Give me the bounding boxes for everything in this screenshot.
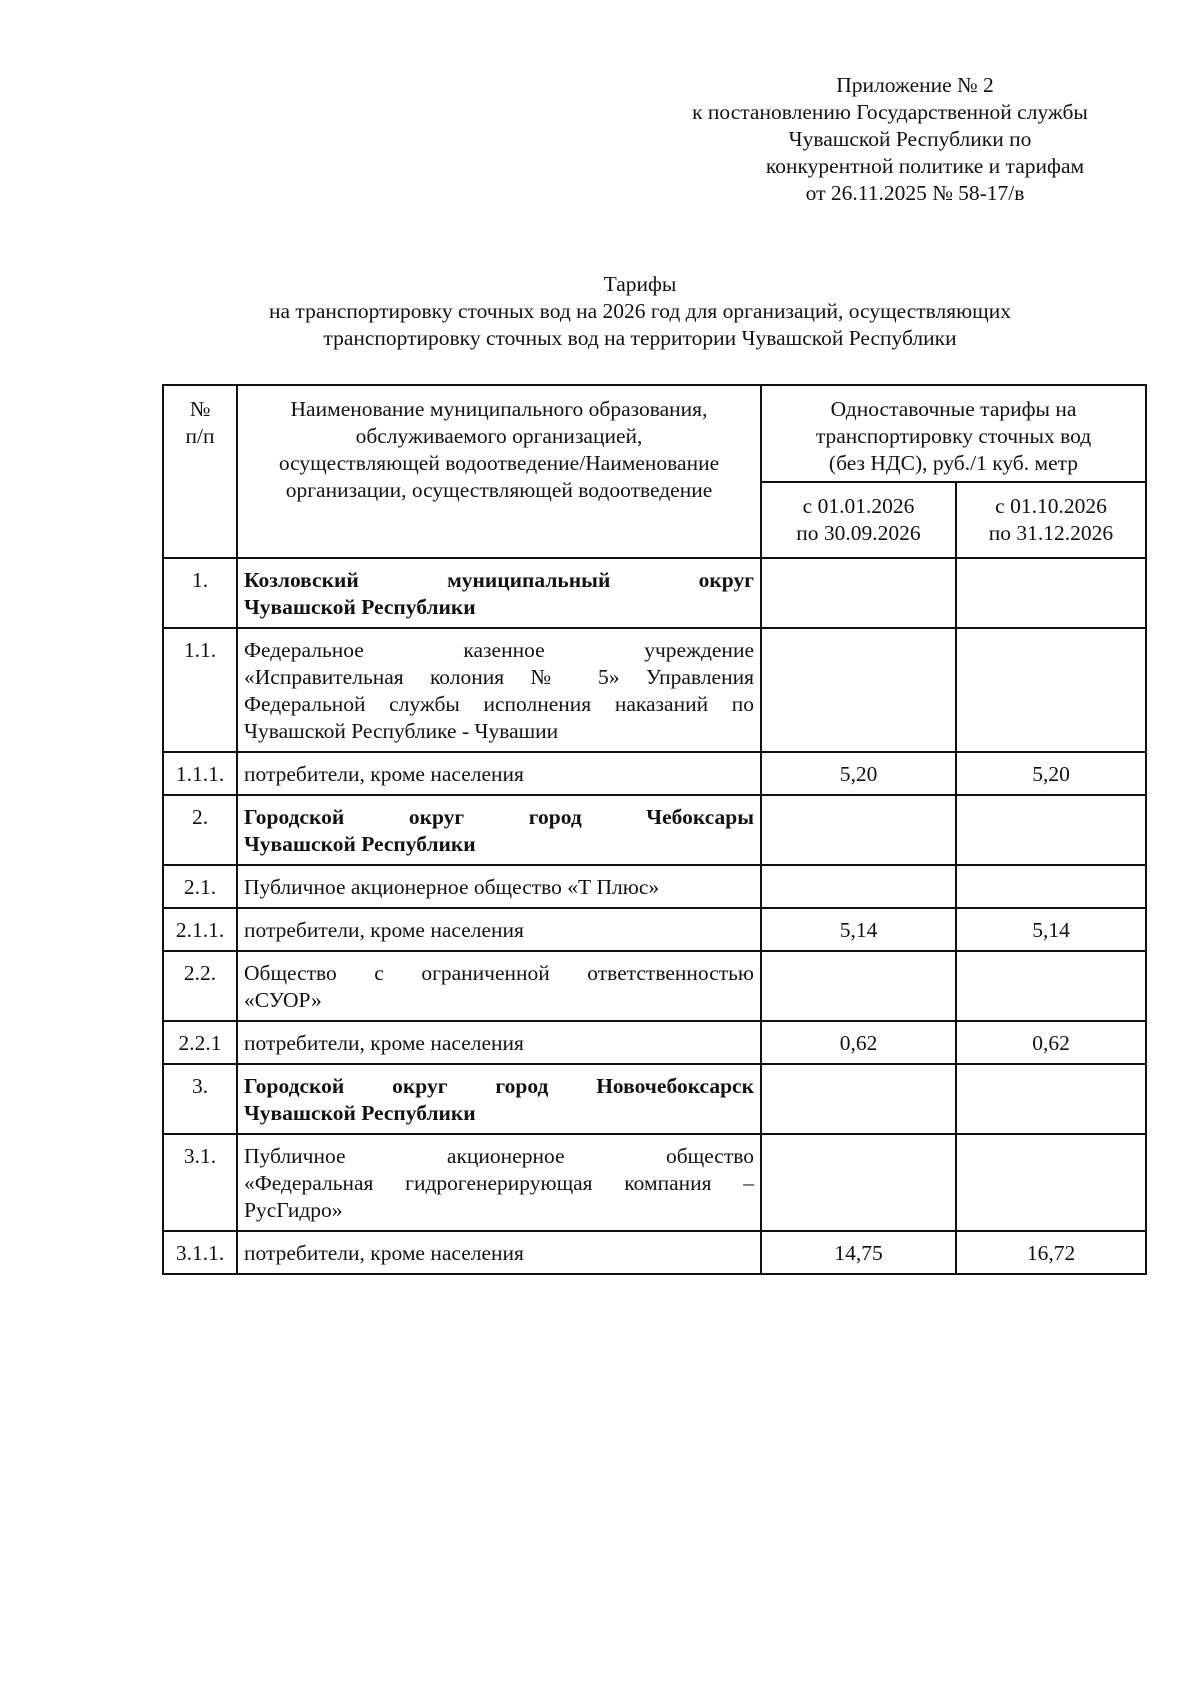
- row-name-line: Городской округ город Чебоксары: [244, 805, 754, 829]
- table-row: [163, 752, 1146, 795]
- appendix-line-1: Приложение № 2: [836, 73, 994, 97]
- header-number-line-2: п/п: [185, 424, 215, 448]
- row-tariff-period-2: 5,14: [956, 908, 1146, 951]
- row-number-cell: 2.2.1: [163, 1021, 237, 1064]
- row-tariff-period-1: 5,14: [761, 908, 956, 951]
- row-name-cell: [237, 1134, 761, 1231]
- table-row: [163, 1064, 1146, 1134]
- header-number-cell: [163, 385, 237, 558]
- title-line-1: Тарифы: [603, 272, 677, 296]
- header-name-line-2: обслуживаемого организацией,: [355, 424, 643, 448]
- row-tariff-period-1: [761, 951, 956, 1021]
- row-name-line: «Федеральная гидрогенерирующая компания –: [244, 1171, 754, 1195]
- header-tariff-group-cell: [761, 385, 1146, 482]
- row-tariff-period-1: [761, 558, 956, 628]
- header-name-line-3: осуществляющей водоотведение/Наименование: [278, 451, 720, 475]
- row-name-cell: [237, 1231, 761, 1274]
- table-row: [163, 908, 1146, 951]
- table-row: [163, 951, 1146, 1021]
- table-row: [163, 1231, 1146, 1274]
- row-name-line: Чувашской Республики: [244, 1101, 476, 1125]
- row-name-cell: [237, 865, 761, 908]
- row-name-cell: [237, 1064, 761, 1134]
- row-name-line: потребители, кроме населения: [244, 762, 524, 786]
- row-number-cell: 3.1.1.: [163, 1231, 237, 1274]
- title-line-3: транспортировку сточных вод на территории Чувашской Республики: [323, 326, 957, 350]
- period-1-line-1: с 01.01.2026: [802, 494, 915, 518]
- row-tariff-period-2: [956, 795, 1146, 865]
- row-number-cell: 2.: [163, 795, 237, 865]
- row-name-line: Публичное акционерное общество: [244, 1144, 754, 1168]
- row-name-line: Федеральной службы исполнения наказаний по: [244, 692, 754, 716]
- row-tariff-period-2: [956, 1064, 1146, 1134]
- row-number-cell: 2.2.: [163, 951, 237, 1021]
- row-name-line: Городской округ город Новочебоксарск: [244, 1074, 754, 1098]
- row-tariff-period-2: [956, 951, 1146, 1021]
- document-title: [150, 271, 1130, 352]
- header-group-line-2: транспортировку сточных вод: [815, 424, 1092, 448]
- row-number-cell: 1.: [163, 558, 237, 628]
- row-name-line: «Исправительная колония № 5» Управления: [244, 665, 754, 689]
- table-row: [163, 558, 1146, 628]
- table-row: [163, 1134, 1146, 1231]
- row-number-cell: 1.1.: [163, 628, 237, 752]
- row-name-line: Чувашской Республике - Чувашии: [244, 719, 559, 743]
- row-name-cell: [237, 558, 761, 628]
- table-row: [163, 628, 1146, 752]
- row-name-line: потребители, кроме населения: [244, 1241, 524, 1265]
- row-name-cell: [237, 795, 761, 865]
- row-tariff-period-1: [761, 865, 956, 908]
- row-tariff-period-1: 5,20: [761, 752, 956, 795]
- row-tariff-period-1: 0,62: [761, 1021, 956, 1064]
- row-name-line: Федеральное казенное учреждение: [244, 638, 754, 662]
- table-row: [163, 865, 1146, 908]
- header-name-line-1: Наименование муниципального образования,: [290, 397, 708, 421]
- row-name-line: Чувашской Республики: [244, 595, 476, 619]
- appendix-header: [580, 72, 1200, 207]
- row-name-cell: [237, 752, 761, 795]
- row-tariff-period-1: [761, 1064, 956, 1134]
- row-name-line: потребители, кроме населения: [244, 1031, 524, 1055]
- row-tariff-period-2: 16,72: [956, 1231, 1146, 1274]
- header-name-cell: [237, 385, 761, 558]
- header-period-2-cell: [956, 482, 1146, 558]
- row-tariff-period-1: [761, 1134, 956, 1231]
- header-name-line-4: организации, осуществляющей водоотведение: [285, 478, 713, 502]
- row-number-cell: 1.1.1.: [163, 752, 237, 795]
- period-2-line-1: с 01.10.2026: [995, 494, 1107, 518]
- row-tariff-period-2: [956, 628, 1146, 752]
- row-name-line: Чувашской Республики: [244, 832, 476, 856]
- header-number-line-1: №: [189, 397, 211, 421]
- row-number-cell: 2.1.1.: [163, 908, 237, 951]
- row-name-cell: [237, 628, 761, 752]
- row-tariff-period-2: 0,62: [956, 1021, 1146, 1064]
- table-row: [163, 1021, 1146, 1064]
- row-tariff-period-1: [761, 628, 956, 752]
- row-name-line: Общество с ограниченной ответственностью: [244, 961, 754, 985]
- row-name-line: Публичное акционерное общество «Т Плюс»: [244, 875, 660, 899]
- row-name-line: потребители, кроме населения: [244, 918, 524, 942]
- row-name-line: Козловский муниципальный округ: [244, 568, 754, 592]
- row-tariff-period-2: 5,20: [956, 752, 1146, 795]
- row-name-cell: [237, 908, 761, 951]
- appendix-line-3: Чувашской Республики по: [788, 127, 1032, 151]
- row-tariff-period-2: [956, 1134, 1146, 1231]
- row-number-cell: 2.1.: [163, 865, 237, 908]
- row-name-line: РусГидро»: [244, 1198, 343, 1222]
- row-tariff-period-2: [956, 865, 1146, 908]
- title-line-2: на транспортировку сточных вод на 2026 год для организаций, осуществляющих: [268, 299, 1011, 323]
- row-tariff-period-1: 14,75: [761, 1231, 956, 1274]
- table-header-row: [163, 385, 1146, 482]
- row-name-cell: [237, 951, 761, 1021]
- header-group-line-3: (без НДС), руб./1 куб. метр: [828, 451, 1079, 475]
- header-group-line-1: Одноставочные тарифы на: [830, 397, 1077, 421]
- period-2-line-2: по 31.12.2026: [988, 521, 1114, 545]
- appendix-line-5: от 26.11.2025 № 58-17/в: [805, 181, 1025, 205]
- period-1-line-2: по 30.09.2026: [796, 521, 921, 545]
- row-name-cell: [237, 1021, 761, 1064]
- appendix-line-4: конкурентной политике и тарифам: [765, 154, 1085, 178]
- table-body: [163, 558, 1146, 1274]
- row-number-cell: 3.: [163, 1064, 237, 1134]
- row-number-cell: 3.1.: [163, 1134, 237, 1231]
- row-tariff-period-2: [956, 558, 1146, 628]
- row-tariff-period-1: [761, 795, 956, 865]
- row-name-line: «СУОР»: [244, 988, 322, 1012]
- appendix-line-2: к постановлению Государственной службы: [692, 100, 1088, 124]
- table-row: [163, 795, 1146, 865]
- header-period-1-cell: [761, 482, 956, 558]
- tariff-table: [162, 384, 1147, 1275]
